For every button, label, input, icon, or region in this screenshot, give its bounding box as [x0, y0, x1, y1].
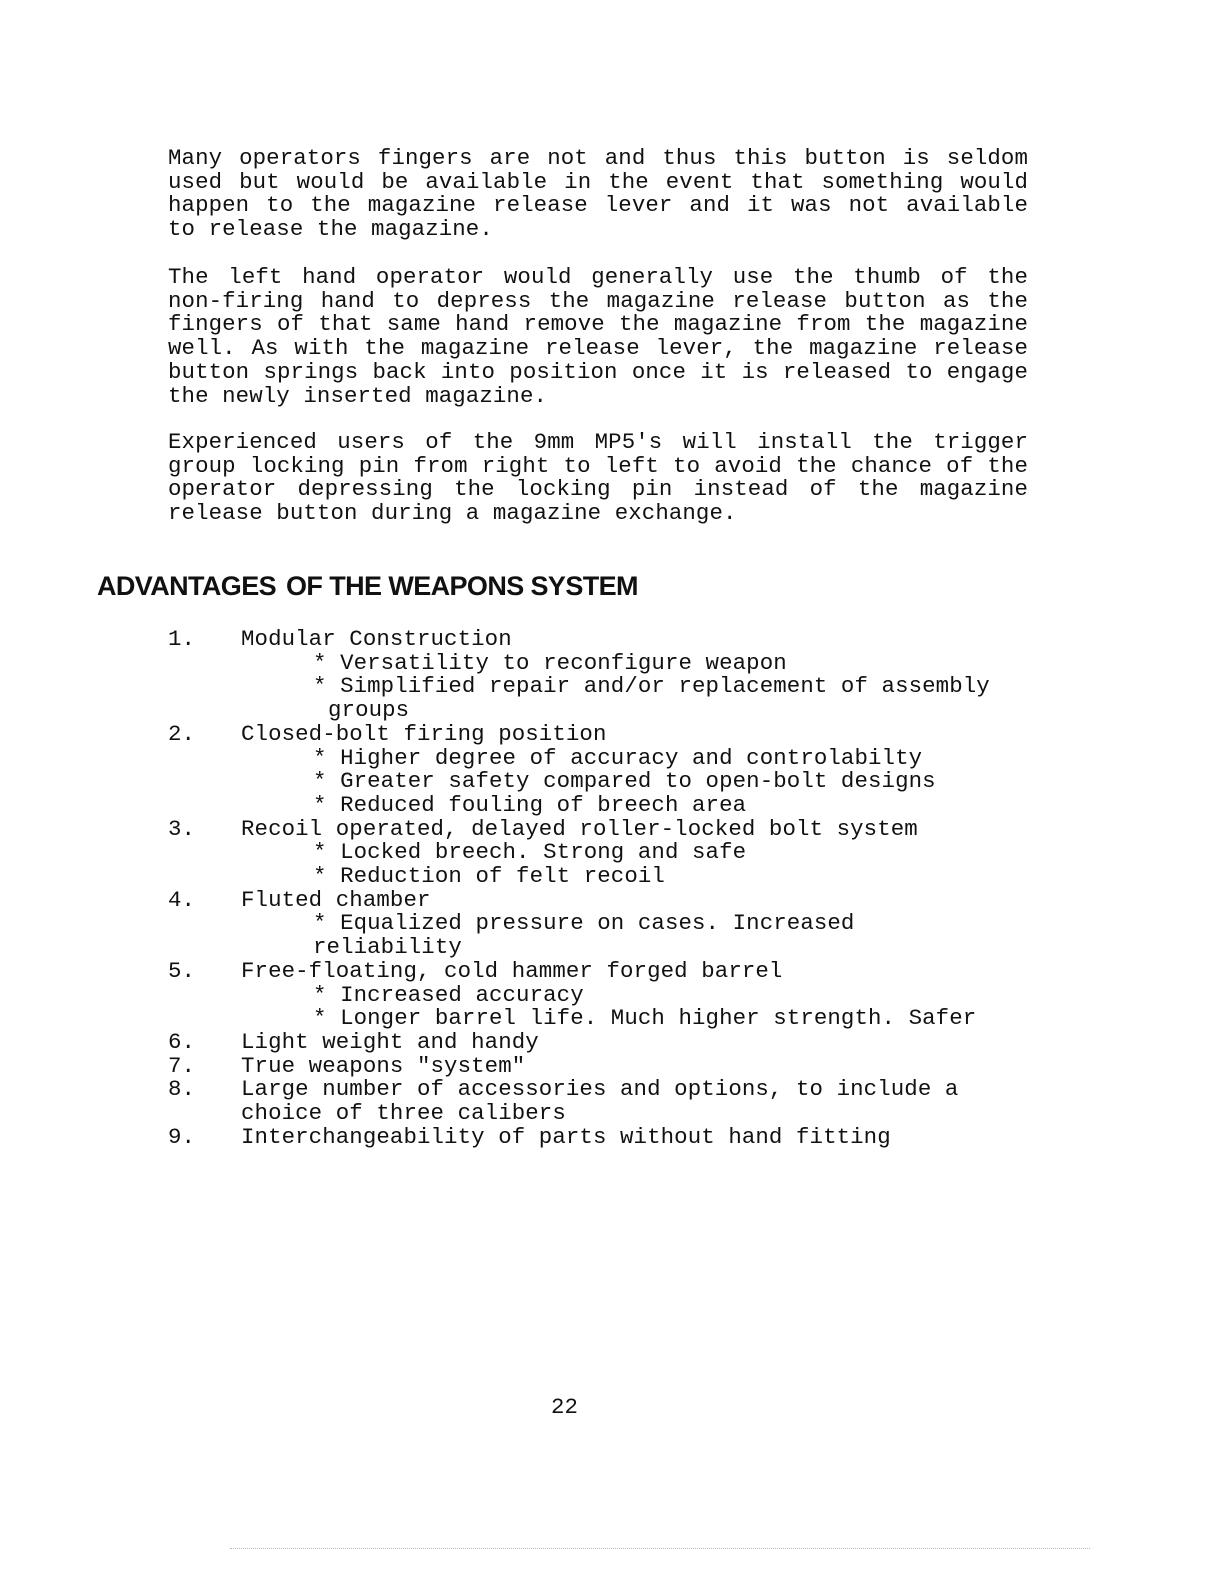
list-item: [168, 1052, 1038, 1079]
page-number: 22: [551, 1394, 579, 1420]
list-sub-point: * Reduction of felt recoil: [313, 863, 665, 890]
list-item-number: 9.: [168, 1123, 196, 1150]
list-item-number: 7.: [168, 1052, 196, 1079]
list-item-number: 5.: [168, 957, 196, 984]
list-sub-point-continuation: groups: [328, 697, 410, 724]
list-sub-point: * Higher degree of accuracy and controlabilty: [313, 744, 923, 771]
list-item-number: 6.: [168, 1028, 196, 1055]
list-item: [168, 720, 1038, 818]
list-item: [168, 1028, 1038, 1055]
list-item-number: 3.: [168, 815, 196, 842]
heading-rest: OF THE WEAPONS SYSTEM: [286, 571, 638, 601]
list-item-title: Light weight and handy: [241, 1028, 539, 1055]
paragraph-left-hand-operator: The left hand operator would generally use the thumb of the non-firing hand to depress the magazine release button as the fingers of that same hand remove the magazine from the magazine well. As with the magazine release lever, the magazine release button springs back into position once it is released to engage the newly inserted magazine.: [168, 264, 1028, 409]
list-item-title: True weapons "system": [241, 1052, 526, 1079]
list-item-title: Interchangeability of parts without hand fitting: [241, 1123, 891, 1150]
list-sub-point: * Equalized pressure on cases. Increased: [313, 910, 855, 937]
list-sub-point: * Increased accuracy: [313, 981, 584, 1008]
list-item-number: 4.: [168, 886, 196, 913]
advantages-list: [168, 628, 1038, 1149]
list-item-title: Fluted chamber: [241, 886, 431, 913]
list-item-number: 1.: [168, 626, 196, 652]
paragraph-magazine-button-usage: Many operators fingers are not and thus this button is seldom used but would be available in the event that something would happen to the magazine release lever and it was not available to release the magazine.: [168, 145, 1028, 243]
scan-artifact-divider: [230, 1548, 1090, 1549]
list-item-title: Free-floating, cold hammer forged barrel: [241, 957, 783, 984]
list-item-title: Modular Construction: [241, 626, 512, 652]
section-heading: [97, 571, 638, 602]
list-sub-point-continuation: reliability: [313, 934, 462, 961]
list-sub-point: * Versatility to reconfigure weapon: [313, 649, 787, 676]
list-item-number: 2.: [168, 720, 196, 747]
list-item: [168, 886, 1038, 961]
list-item: [168, 1123, 1038, 1150]
list-item: [168, 1078, 1038, 1125]
list-sub-point: * Longer barrel life. Much higher strength. Safer: [313, 1005, 977, 1032]
list-item-title: Closed-bolt firing position: [241, 720, 607, 747]
list-item-number: 8.: [168, 1076, 196, 1103]
list-sub-point: * Locked breech. Strong and safe: [313, 839, 747, 866]
list-sub-point: * Simplified repair and/or replacement of assembly: [313, 673, 990, 700]
paragraph-experienced-users: Experienced users of the 9mm MP5's will install the trigger group locking pin from right to left to avoid the chance of the operator depressing the locking pin instead of the magazine release button during a magazine exchange.: [168, 429, 1028, 527]
list-sub-point: * Reduced fouling of breech area: [313, 791, 747, 818]
list-item: [168, 957, 1038, 1032]
list-item-title: Recoil operated, delayed roller-locked bolt system: [241, 815, 918, 842]
heading-word-advantages: ADVANTAGES: [97, 571, 277, 601]
list-item-title: Large number of accessories and options, to include a: [241, 1076, 959, 1103]
list-item: [168, 628, 1038, 723]
list-sub-point: * Greater safety compared to open-bolt designs: [313, 768, 936, 795]
list-item-title-continuation: choice of three calibers: [241, 1100, 566, 1127]
list-item: [168, 815, 1038, 890]
